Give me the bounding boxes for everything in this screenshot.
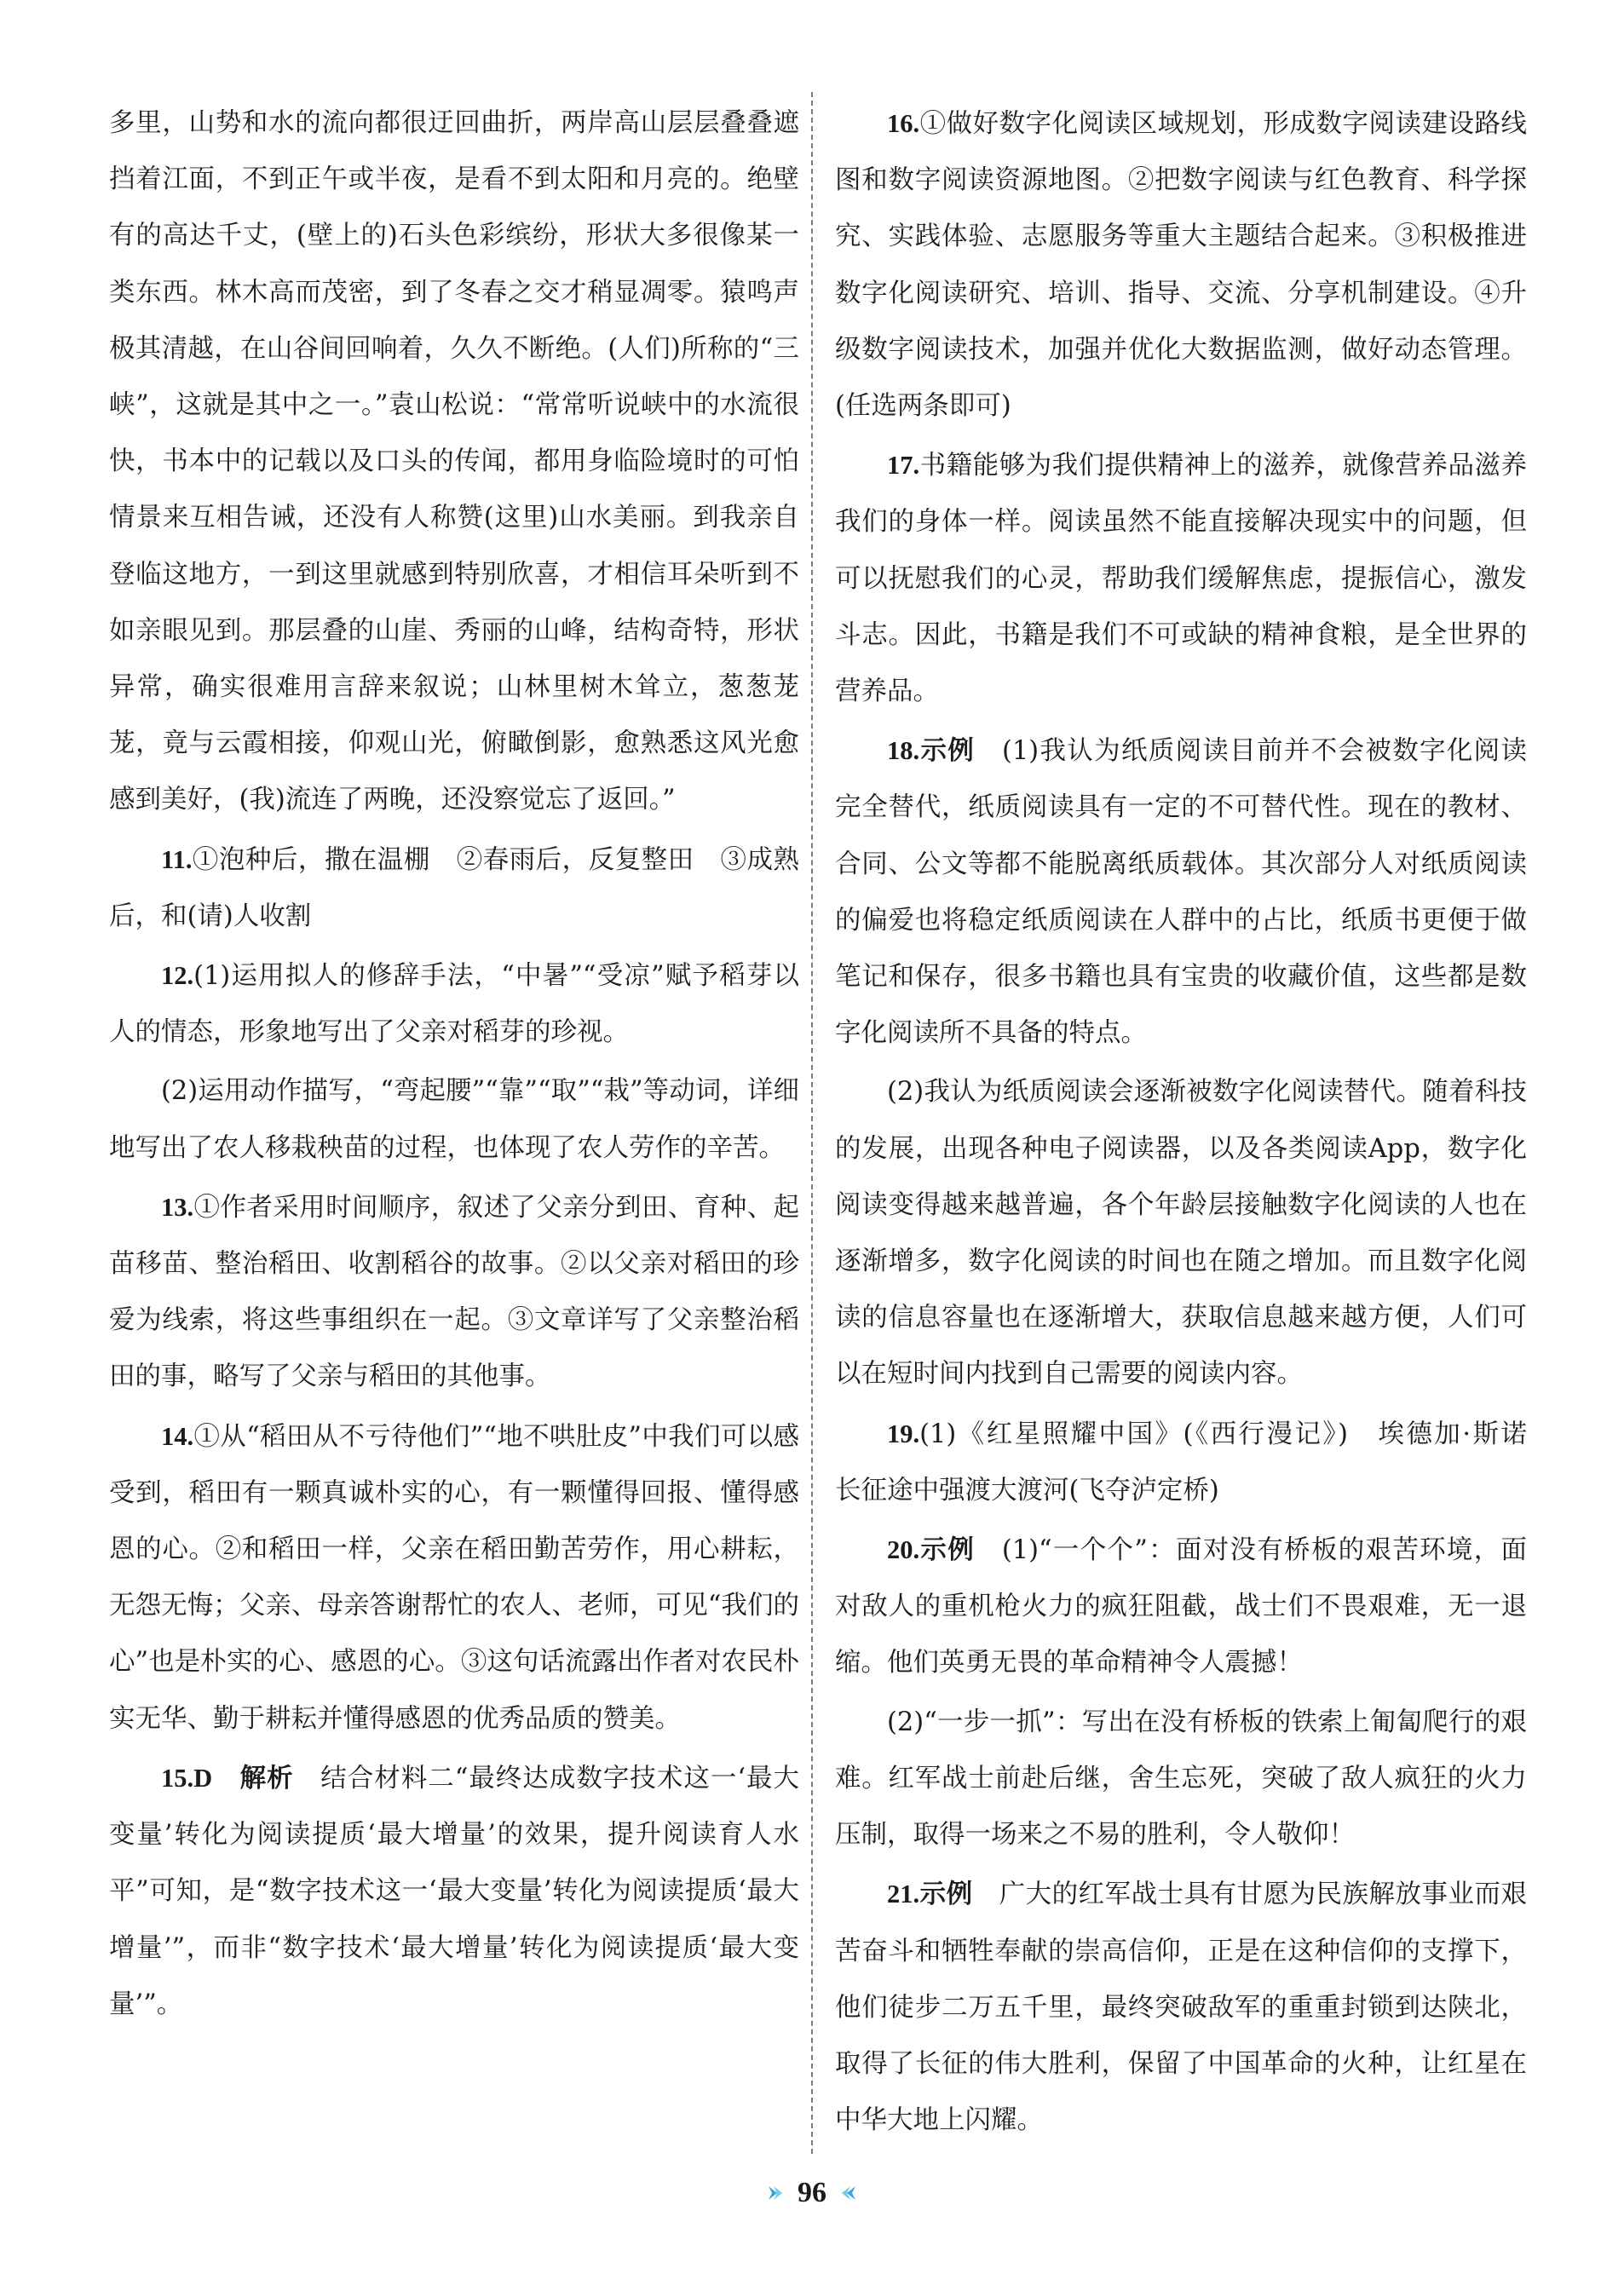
question-number: 17. [887, 451, 920, 481]
question-number: 19. [887, 1419, 920, 1448]
example-tag: 示例 [919, 1534, 976, 1566]
left-column [109, 95, 799, 2035]
question-number: 14. [161, 1421, 194, 1451]
answer-11: 11.①泡种后，撒在温棚 ②春雨后，反复整田 ③成熟后，和(请)人收割 [109, 844, 799, 931]
answer-13: 13.①作者采用时间顺序，叙述了父亲分到田、育种、起苗移苗、整治稻田、收割稻谷的故事。②以父亲对稻田的珍爱为线索，将这些事组织在一起。③文章详写了父亲整治稻田的事，略写了父亲与稻田的其他事。 [109, 1192, 799, 1392]
translation-paragraph: 多里，山势和水的流向都很迂回曲折，两岸高山层层叠叠遮挡着江面，不到正午或半夜，是看不到太阳和月亮的。绝壁有的高达千丈，(壁上的)石头色彩缤纷，形状大多很像某一类东西。林木高而茂密，到了冬春之交才稍显凋零。猿鸣声极其清越，在山谷间回响着，久久不断绝。(人们)所称的“三峡”，这就是其中之一。”袁山松说：“常常听说峡中的水流很快，书本中的记载以及口头的传闻，都用身临险境时的可怕情景来互相告诫，还没有人称赞(这里)山水美丽。到我亲自登临这地方，一到这里就感到特别欣喜，才相信耳朵听到不如亲眼见到。那层叠的山崖、秀丽的山峰，结构奇特，形状异常，确实很难用言辞来叙说；山林里树木耸立，葱葱茏茏，竟与云霞相接，仰观山光，俯瞰倒影，愈熟悉这风光愈感到美好，(我)流连了两晚，还没察觉忘了返回。” [109, 108, 799, 815]
question-number: 18. [887, 736, 920, 766]
question-number: 20. [887, 1535, 920, 1565]
page-number: 96 [798, 2177, 826, 2208]
example-tag: 示例 [919, 1879, 973, 1910]
answer-20-part2: (2)“一步一抓”：写出在没有桥板的铁索上匍匐爬行的艰难。红军战士前赴后继，舍生忘死，突破了敌人疯狂的火力压制，取得一场来之不易的胜利，令人敬仰！ [835, 1707, 1527, 1851]
chevron-left-icon [838, 2183, 859, 2203]
column-divider [811, 92, 813, 2154]
question-number: 12. [161, 961, 194, 991]
page-footer [0, 2171, 1624, 2215]
answer-14: 14.①从“稻田从不亏待他们”“地不哄肚皮”中我们可以感受到，稻田有一颗真诚朴实的心，有一颗懂得回报、懂得感恩的心。②和稻田一样，父亲在稻田勤苦劳作，用心耕耘，无怨无悔；父亲、母亲答谢帮忙的农人、老师，可见“我们的心”也是朴实的心、感恩的心。③这句话流露出作者对农民朴实无华、勤于耕耘并懂得感恩的优秀品质的赞美。 [109, 1421, 799, 1734]
answer-19: 19.(1)《红星照耀中国》(《西行漫记》) 埃德加·斯诺 长征途中强渡大渡河(飞夺泸定桥) [835, 1419, 1553, 1505]
answer-21: 21.示例 广大的红军战士具有甘愿为民族解放事业而艰苦奋斗和牺牲奉献的崇高信仰，正是在这种信仰的支撑下，他们徒步二万五千里，最终突破敌军的重重封锁到达陕北，取得了长征的伟大胜利，保留了中国革命的火种，让红星在中华大地上闪耀。 [835, 1879, 1528, 2136]
answer-20-part1: 20.示例 (1)“一个个”：面对没有桥板的艰苦环境，面对敌人的重机枪火力的疯狂阻截，战士们不畏艰难，无一退缩。他们英勇无畏的革命精神令人震撼！ [835, 1534, 1528, 1678]
chevron-right-icon [765, 2183, 786, 2203]
question-number: 11. [161, 844, 193, 874]
question-number: 15. [161, 1763, 194, 1793]
question-number: 13. [161, 1192, 194, 1222]
answer-16: 16.①做好数字化阅读区域规划，形成数字阅读建设路线图和数字阅读资源地图。②把数字阅读与红色教育、科学探究、实践体验、志愿服务等重大主题结合起来。③积极推进数字化阅读研究、培训、指导、交流、分享机制建设。④升级数字阅读技术，加强并优化大数据监测，做好动态管理。(任选两条即可) [835, 109, 1527, 422]
answer-17: 17.书籍能够为我们提供精神上的滋养，就像营养品滋养我们的身体一样。阅读虽然不能直接解决现实中的问题，但可以抚慰我们的心灵，帮助我们缓解焦虑，提振信心，激发斗志。因此，书籍是我们不可或缺的精神食粮，是全世界的营养品。 [835, 451, 1527, 707]
question-number: 21. [887, 1880, 920, 1909]
answer-18-part1: 18.示例 (1)我认为纸质阅读目前并不会被数字化阅读完全替代，纸质阅读具有一定的不可替代性。现在的教材、合同、公文等都不能脱离纸质载体。其次部分人对纸质阅读的偏爱也将稳定纸质阅读在人群中的占比，纸质书更便于做笔记和保存，很多书籍也具有宝贵的收藏价值，这些都是数字化阅读所不具备的特点。 [835, 735, 1528, 1049]
answer-choice: D [193, 1763, 213, 1793]
right-column [835, 95, 1553, 2151]
analysis-tag: 解析 [239, 1762, 294, 1793]
answer-15: 15.D 解析 结合材料二“最终达成数字技术这一‘最大变量’转化为阅读提质‘最大增量’的效果，提升阅读育人水平”可知，是“数字技术这一‘最大变量’转化为阅读提质‘最大增量’”，而非“数字技术‘最大增量’转化为阅读提质‘最大变量’”。 [109, 1762, 800, 2019]
answer-12-part2: (2)运用动作描写，“弯起腰”“靠”“取”“栽”等动词，详细地写出了农人移栽秧苗的过程，也体现了农人劳作的辛苦。 [109, 1076, 799, 1163]
example-tag: 示例 [919, 735, 976, 767]
answer-18-part2: (2)我认为纸质阅读会逐渐被数字化阅读替代。随着科技的发展，出现各种电子阅读器，以及各类阅读App，数字化阅读变得越来越普遍，各个年龄层接触数字化阅读的人也在逐渐增多，数字化阅读的时间也在随之增加。而且数字化阅读的信息容量也在逐渐增大，获取信息越来越方便，人们可以在短时间内找到自己需要的阅读内容。 [835, 1077, 1527, 1390]
question-number: 16. [887, 109, 920, 138]
answer-12-part1: 12.(1)运用拟人的修辞手法，“中暑”“受凉”赋予稻芽以人的情态，形象地写出了父亲对稻芽的珍视。 [109, 961, 799, 1048]
